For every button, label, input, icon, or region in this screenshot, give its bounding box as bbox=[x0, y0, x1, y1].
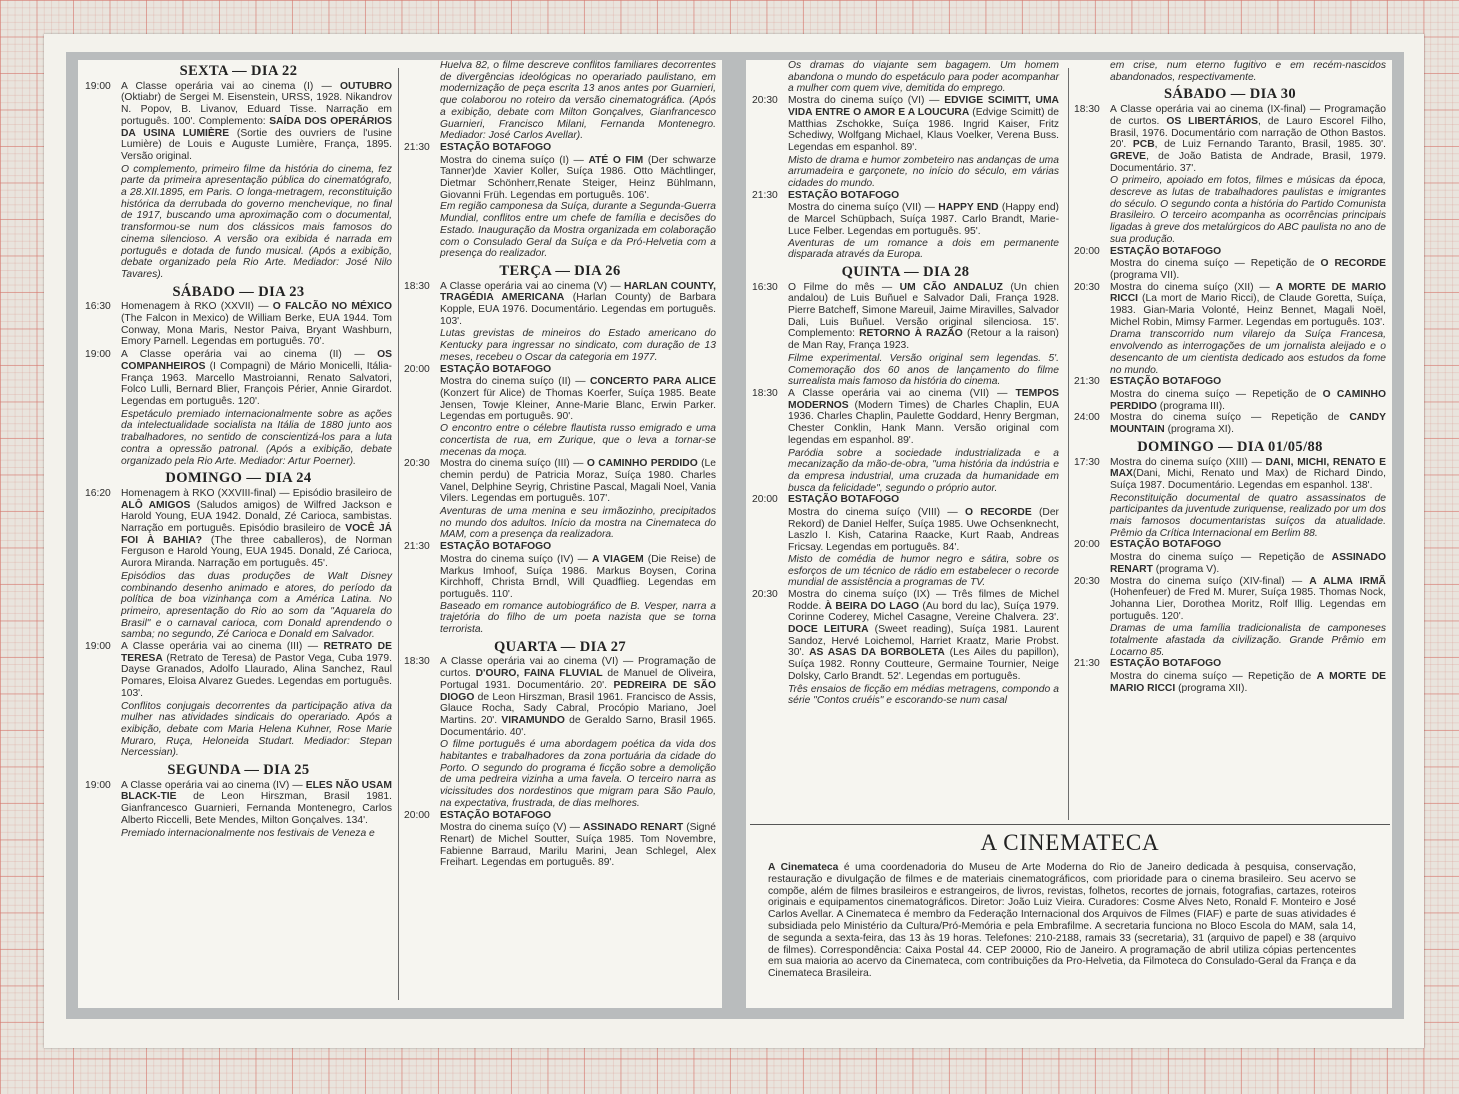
screening-time: 20:30 bbox=[752, 95, 778, 107]
film-title: ESTAÇÃO BOTAFOGO bbox=[440, 363, 552, 375]
screening-description bbox=[121, 488, 392, 570]
screening-time: 24:00 bbox=[1074, 412, 1100, 424]
entry-text: , de João Batista de Andrade, Brasil, 1979. Documentário. 37'. bbox=[1110, 150, 1386, 174]
entry-text: (The Falcon in Mexico) de William Berke, EUA 1944. Tom Conway, Mona Maris, Nestor Paiva, Bryant Washburn, Emory Parnell. Legendas em português. 70'. bbox=[121, 313, 392, 348]
screening-note: Misto de comédia de humor negro e sátira, sobre os esforços de um técnico de rádio em estabelecer o recorde mundial de assistência a programas de TV. bbox=[788, 553, 1059, 589]
film-title: EDVIGE SCIMITT, UMA VIDA ENTRE O AMOR E A LOUCURA bbox=[788, 95, 1059, 118]
screening-note: Huelva 82, o filme descreve conflitos familiares decorrentes de divergências ideológicas no operariado paulistano, em modernização de peça escrita 13 anos antes por Guarnieri, que colaborou no roteiro da versão cinematográfica. (Após a exibição, debate com Milton Gonçalves, Gianfrancesco Guarnieri, Francisco Milani, Fernanda Montenegro. Mediador: José Carlos Avellar). bbox=[440, 60, 716, 142]
entry-text: Mostra do cinema suíço (V) — bbox=[440, 822, 583, 834]
screening-entry bbox=[404, 656, 716, 738]
entry-text: Mostra do cinema suíço (VIII) — bbox=[788, 507, 965, 519]
screening-time: 19:00 bbox=[85, 80, 111, 92]
film-title: ESTAÇÃO BOTAFOGO bbox=[1110, 539, 1222, 551]
screening-entry bbox=[752, 494, 1059, 506]
entry-text: (Signé Renart) de Michel Soutter, Suíça 1985. Tom Novembre, Fabienne Barraud, Marilu Marini, Jean Schlegel, Alex Freihart. Legendas em português. 89'. bbox=[440, 822, 716, 869]
film-title: OS COMPANHEIROS bbox=[121, 349, 392, 372]
entry-text: (Edvige Scimitt) de Matthias Zschokke, Suíça 1986. Ingrid Kaiser, Fritz Schediwy, Wolfgang Michael, Klaus Voelker, Verena Buss. Legendas em espanhol. 89'. bbox=[788, 106, 1059, 153]
screening-description bbox=[121, 349, 392, 408]
screening-description bbox=[1110, 246, 1386, 258]
entry-text: de Leon Hirszman, Brasil 1961. Francisco de Assis, Glauce Rocha, Sady Cabral, Procópio Mariano, Joel Martins. 20'. bbox=[440, 691, 716, 726]
film-title: ESTAÇÃO BOTAFOGO bbox=[788, 494, 900, 506]
section-rule bbox=[750, 824, 1390, 825]
screening-description bbox=[440, 281, 716, 328]
entry-text: Mostra do cinema suíço — Repetição de bbox=[1110, 388, 1323, 400]
entry-text: (Sweet reading), Suíça 1981. Laurent Sandoz, Hervé Loichemol, Harriet Kraatz, Marie Probst. 30'. bbox=[788, 624, 1060, 659]
screening-note: Dramas de uma família tradicionalista de camponeses totalmente afastada da civilização. Grande Prêmio em Locarno 85. bbox=[1110, 623, 1386, 658]
entry-text: de Geraldo Sarno, Brasil 1965. Documentário. 40'. bbox=[440, 714, 716, 738]
entry-text: A Classe operária vai ao cinema (VI) — Programação de curtos. bbox=[440, 656, 716, 680]
cinemateca-text bbox=[768, 862, 1356, 980]
film-title: TEMPOS MODERNOS bbox=[788, 387, 1059, 411]
screening-time: 18:30 bbox=[752, 387, 778, 399]
day-heading: SÁBADO — DIA 30 bbox=[1163, 86, 1297, 103]
film-title: VOCÊ JÁ FOI À BAHIA? bbox=[121, 523, 392, 546]
film-title: GREVE bbox=[1110, 150, 1147, 162]
film-title: A MORTE DE MARIO RICCI bbox=[1110, 671, 1386, 694]
screening-entry bbox=[85, 641, 392, 700]
film-title: ALÔ AMIGOS bbox=[121, 499, 191, 511]
film-title: AS ASAS DA BORBOLETA bbox=[809, 647, 945, 659]
screening-entry bbox=[404, 364, 716, 376]
screening-entry bbox=[1074, 246, 1386, 258]
entry-text: (Les Ailes du papillon), Suíça 1982. Ronny Coutteure, Germaine Tournier, Neige Dolsky, Carlo Brandt. 52'. Legendas em português. bbox=[788, 647, 1059, 682]
day-heading: TERÇA — DIA 26 bbox=[499, 262, 621, 279]
film-title: O CAMINHO PERDIDO bbox=[1110, 388, 1387, 412]
entry-text: , de Luiz Fernando Taranto, Brasil, 1985. 30'. bbox=[1154, 139, 1386, 151]
screening-time: 17:30 bbox=[1074, 456, 1100, 468]
screening-description bbox=[788, 589, 1059, 683]
day-heading: DOMINGO — DIA 01/05/88 bbox=[1137, 438, 1323, 455]
entry-text: (Le chemin perdu) de Patricia Moraz, Suíça 1980. Charles Vanel, Delphine Seyrig, Christine Pascal, Magali Noel, Vania Vilers. Legendas em português. 107'. bbox=[440, 458, 716, 505]
screening-time: 21:30 bbox=[404, 141, 430, 153]
film-title: O RECORDE bbox=[1320, 258, 1386, 270]
screening-time: 16:30 bbox=[752, 281, 778, 293]
entry-text: A Classe operária vai ao cinema (IX-final) — Programação de curtos. bbox=[1110, 104, 1386, 127]
film-title: ESTAÇÃO BOTAFOGO bbox=[440, 541, 552, 553]
screening-description bbox=[1110, 412, 1386, 435]
screening-entry bbox=[404, 142, 716, 154]
entry-text: A Classe operária vai ao cinema (VII) — bbox=[788, 387, 1016, 399]
entry-text: Mostra do cinema suíço (II) — bbox=[440, 376, 590, 388]
entry-text: Mostra do cinema suíço (I) — bbox=[440, 154, 589, 166]
film-title: RETRATO DE TERESA bbox=[121, 641, 392, 664]
screening-entry bbox=[1074, 376, 1386, 388]
screening-note: Conflitos conjugais decorrentes da participação ativa da mulher nas atividades sindicais do operariado. Após a exibição, debate com Maria Helena Kuhner, Rose Marie Muraro, Ruça, Heloneida Studart. Mediador: Stepan Nercessian). bbox=[121, 700, 392, 759]
screening-description bbox=[121, 641, 392, 700]
entry-text: Mostra do cinema suíço (IV) — bbox=[440, 553, 592, 565]
entry-text: (Retrato de Teresa) de Pastor Vega, Cuba 1979. Dayse Granados, Adolfo Llaurado, Alina Sanchez, Raul Pomares, Eloisa Alvarez Guedes. Legendas em português. 103'. bbox=[121, 652, 392, 699]
left-page bbox=[78, 60, 722, 1008]
screening-description bbox=[788, 190, 1059, 202]
day-heading: QUINTA — DIA 28 bbox=[841, 263, 970, 280]
screening-description bbox=[1110, 282, 1386, 329]
entry-text: (programa VII). bbox=[1110, 269, 1180, 281]
screening-entry bbox=[85, 301, 392, 348]
day-heading: DOMINGO — DIA 24 bbox=[165, 470, 312, 487]
entry-text: (Konzert für Alice) de Thomas Koerfer, Suíça 1985. Beate Jensen, Towje Kleiner, Anne-Marie Blanc, Erwin Parker. Legendas em português. 90'. bbox=[440, 387, 716, 423]
screening-description bbox=[440, 656, 716, 738]
film-title: RETORNO À RAZÃO bbox=[859, 328, 963, 340]
screening-description bbox=[404, 554, 716, 601]
screening-time: 21:30 bbox=[752, 189, 778, 201]
screening-description bbox=[1074, 552, 1386, 575]
entry-text: (Au bord du lac), Suíça 1979. Corinne Coderey, Michel Casagne, Vereine Chalvera. 23'. bbox=[788, 600, 1059, 624]
entry-text: Homenagem à RKO (XXVIII-final) — Episódio brasileiro de bbox=[121, 487, 392, 499]
film-title: VIRAMUNDO bbox=[501, 714, 565, 726]
screening-note: O filme português é uma abordagem poética da vida dos habitantes e trabalhadores da zona portuária da cidade do Porto. O segundo do programa é ficção sobre a demolição de uma pedreira vizinha a uma favela. O terceiro narra as vicissitudes dos nordestinos que migram para São Paulo, na expectativa, frustrada, de dias melhores. bbox=[440, 739, 716, 809]
entry-text: Mostra do cinema suíço — Repetição de bbox=[1110, 671, 1317, 683]
screening-entry bbox=[85, 81, 392, 163]
screening-time: 21:30 bbox=[1074, 658, 1100, 670]
entry-text: A Classe operária vai ao cinema (IV) — bbox=[121, 779, 306, 791]
screening-entry bbox=[1074, 658, 1386, 670]
day-heading: SEGUNDA — DIA 25 bbox=[167, 762, 310, 779]
screening-description bbox=[121, 301, 392, 348]
screening-time: 20:00 bbox=[1074, 539, 1100, 551]
screening-description bbox=[121, 81, 392, 163]
film-title: A VIAGEM bbox=[591, 553, 644, 565]
film-title: ASSINADO RENART bbox=[1110, 552, 1386, 575]
screening-time: 18:30 bbox=[404, 656, 430, 668]
cinemateca-title: A CINEMATECA bbox=[980, 830, 1160, 855]
column-divider bbox=[1068, 68, 1069, 820]
screening-description bbox=[440, 458, 716, 505]
film-title: À BEIRA DO LAGO bbox=[824, 600, 920, 612]
screening-description bbox=[404, 376, 716, 423]
entry-text: Homenagem à RKO (XXVII) — bbox=[121, 301, 273, 313]
screening-time: 20:30 bbox=[404, 458, 430, 470]
screening-entry bbox=[404, 281, 716, 328]
entry-text: (programa XI). bbox=[1164, 424, 1234, 436]
entry-text: A Classe operária vai ao cinema (III) — bbox=[121, 641, 324, 653]
screening-description bbox=[1110, 576, 1386, 623]
film-title: A MORTE DE MARIO RICCI bbox=[1110, 281, 1386, 305]
film-title: ESTAÇÃO BOTAFOGO bbox=[440, 809, 552, 821]
screening-time: 19:00 bbox=[85, 349, 111, 361]
entry-text: Mostra do cinema suíço (IX) — Três filmes de Michel Rodde. bbox=[788, 588, 1059, 612]
film-title: ESTAÇÃO BOTAFOGO bbox=[788, 189, 900, 201]
screening-note: Filme experimental. Versão original sem legendas. 5'. Comemoração dos 60 anos de lançamento do filme surrealista mais famoso da história do cinema. bbox=[788, 352, 1059, 388]
film-title: D'OURO, FAINA FLUVIAL bbox=[475, 668, 603, 680]
screening-description bbox=[404, 822, 716, 869]
film-title: OS LIBERTÁRIOS bbox=[1166, 115, 1258, 127]
screening-note: Episódios das duas produções de Walt Disney combinando desenho animado e atores, do período da política de boa vizinhança com a América Latina. No primeiro, apresentação do Rio ao som da "Aquarela do Brasil" e o carnaval carioca, com Donald aprendendo o samba; no segundo, Zé Carioca e Donald em Salvador. bbox=[121, 570, 392, 641]
screening-note: Os dramas do viajante sem bagagem. Um homem abandona o mundo do espetáculo para poder acompanhar a mulher com quem vive, demitida do emprego. bbox=[788, 60, 1059, 95]
screening-note: Aventuras de uma menina e seu irmãozinho, precipitados no mundo dos adultos. Início da mostra na Cinemateca do MAM, com a presença da realizadora. bbox=[440, 506, 716, 541]
entry-text: (Hohenfeuer) de Fred M. Murer, Suíça 1985. Thomas Nock, Johanna Lier, Dorothea Moritz, Rolf Illig. Legendas em português. 120'. bbox=[1110, 587, 1386, 622]
entry-text: (Der Rekord) de Daniel Helfer, Suíça 1985. Uwe Ochsenknecht, Laszlo I. Kish, Catarina Raacke, Kurt Raab, Andreas Fricsay. Legendas em português. 84'. bbox=[788, 507, 1059, 554]
screening-description bbox=[440, 142, 716, 154]
screening-time: 19:00 bbox=[85, 779, 111, 791]
film-title: O FALCÃO NO MÉXICO bbox=[272, 301, 392, 313]
film-title: ATÉ O FIM bbox=[588, 154, 644, 166]
entry-text: (I Compagni) de Mário Monicelli, Itália-França 1963. Marcello Mastroianni, Renato Salvatori, Folco Lulli, Bernard Blier, François Périer, Annie Girardot. Legendas em português. 120'. bbox=[121, 360, 392, 407]
screening-description bbox=[788, 95, 1059, 154]
screening-description bbox=[1074, 389, 1386, 412]
right-page bbox=[746, 60, 1392, 1008]
entry-text: Mostra do cinema suíço — Repetição de bbox=[1110, 412, 1350, 424]
entry-text: (Sortie des ouvriers de l'usine Lumière) de Louis e Auguste Lumière, França, 1895. Versão original. bbox=[121, 127, 392, 162]
screening-description bbox=[1110, 376, 1386, 388]
screening-description bbox=[788, 388, 1059, 447]
screening-entry bbox=[1074, 539, 1386, 551]
entry-text: (Un chien andalou) de Luis Buñuel e Salvador Dali, França 1928. Pierre Batcheff, Simone Mareuil, Jaime Miravilles, Salvador Dali, Luis Buñuel. Versão original silenciosa. 15'. Complemento: bbox=[788, 281, 1059, 340]
screening-description bbox=[1110, 104, 1386, 174]
screening-entry bbox=[752, 95, 1059, 154]
film-title: ESTAÇÃO BOTAFOGO bbox=[1110, 658, 1222, 670]
screening-description bbox=[1110, 457, 1386, 492]
column-divider bbox=[398, 68, 399, 1000]
film-title: HARLAN COUNTY, TRAGÉDIA AMERICANA bbox=[440, 280, 716, 304]
column-2 bbox=[404, 60, 716, 869]
film-title: HAPPY END bbox=[938, 202, 999, 214]
screening-entry bbox=[1074, 282, 1386, 329]
screening-time: 18:30 bbox=[1074, 104, 1100, 116]
screening-time: 19:00 bbox=[85, 641, 111, 653]
screening-description bbox=[1110, 539, 1386, 551]
screening-entry bbox=[1074, 576, 1386, 623]
film-title: OUTUBRO bbox=[339, 80, 392, 92]
entry-text: Mostra do cinema suíço — Repetição de bbox=[1110, 552, 1332, 564]
film-title: DOCE LEITURA bbox=[788, 624, 869, 636]
screening-entry bbox=[404, 458, 716, 505]
screening-note: Baseado em romance autobiográfico de B. Vesper, narra a trajetória do filho de um poeta nazista que se torna terrorista. bbox=[440, 600, 716, 636]
film-title: PEDREIRA DE SÃO DIOGO bbox=[440, 679, 716, 703]
screening-time: 20:00 bbox=[404, 363, 430, 375]
film-title: CANDY MOUNTAIN bbox=[1110, 412, 1386, 436]
screening-note: Três ensaios de ficção em médias metragens, compondo a série "Contos cruéis" e escorando-se num casal bbox=[788, 683, 1059, 707]
entry-text: (The three caballeros), de Norman Ferguson e Harold Young, EUA 1945. Donald, Zé Carioca, Aurora Miranda. Narração em português. 45'. bbox=[121, 534, 393, 570]
entry-text: de Leon Hirszman, Brasil 1981. Gianfrancesco Guarnieri, Fernanda Montenegro, Carlos Alberto Riccelli, Bete Mendes, Milton Gonçalves. 134'. bbox=[121, 791, 392, 826]
screening-note: Espetáculo premiado internacionalmente sobre as ações da intelectualidade socialista na Itália de 1880 junto aos trabalhadores, no sentido de conscientizá-los para a luta contra a opressão patronal. (Após a exibição, debate organizado pela Rio Arte. Mediador: Artur Poerner). bbox=[121, 408, 392, 467]
entry-text: (Die Reise) de Markus Imhoof, Suíça 1986. Markus Boysen, Corina Kirchhoff, Christa Brndl, Will Quadflieg. Legendas em português. 110'. bbox=[440, 553, 716, 600]
entry-text: de Manuel de Oliveira, Portugal 1931. Documentário. 20'. bbox=[440, 668, 717, 691]
screening-time: 21:30 bbox=[1074, 376, 1100, 388]
screening-description bbox=[440, 810, 716, 822]
screening-note: Lutas grevistas de mineiros do Estado americano do Kentucky para ingressar no sindicato, com duração de 13 meses, recebeu o Oscar da categoria em 1977. bbox=[440, 328, 716, 363]
screening-time: 18:30 bbox=[404, 280, 430, 292]
entry-text: A Classe operária vai ao cinema (II) — bbox=[121, 349, 378, 361]
screening-note: Aventuras de um romance a dois em permanente disparada através da Europa. bbox=[788, 237, 1059, 261]
programme-sheet bbox=[44, 34, 1424, 1048]
screening-entry bbox=[1074, 104, 1386, 174]
entry-text: O Filme do mês — bbox=[788, 281, 900, 293]
screening-entry bbox=[752, 388, 1059, 447]
entry-text: (programa III). bbox=[1156, 400, 1226, 412]
screening-entry bbox=[85, 488, 392, 570]
film-title: SAÍDA DOS OPERÁRIOS DA USINA LUMIÈRE bbox=[121, 115, 392, 139]
screening-note: Drama transcorrido num vilarejo da Suíça Francesa, envolvendo as interrogações de um jornalista aleijado e o desencanto de um cientista dedicado aos estudos da fome no mundo. bbox=[1110, 329, 1386, 376]
screening-entry bbox=[85, 780, 392, 827]
entry-text: (Der schwarze Tanner)de Xavier Koller, Suíça 1986. Otto Mächtlinger, Dietmar Schönherr,Renate Steiger, Heinz Bühlmann, Giovanni Früh. Legendas em português. 106'. bbox=[440, 154, 716, 201]
entry-text: (Modern Times) de Charles Chaplin, EUA 1936. Charles Chaplin, Paulette Goddard, Henry Bergman, Chester Conklin, Hank Mann. Versão original com legendas em espanhol. 89'. bbox=[788, 399, 1059, 446]
screening-time: 20:30 bbox=[1074, 575, 1100, 587]
screening-entry bbox=[752, 190, 1059, 202]
screening-description bbox=[121, 780, 392, 827]
film-title: ESTAÇÃO BOTAFOGO bbox=[1110, 376, 1222, 388]
film-title: ESTAÇÃO BOTAFOGO bbox=[440, 141, 552, 153]
film-title: PCB bbox=[1132, 139, 1155, 151]
film-title: ASSINADO RENART bbox=[582, 822, 684, 834]
screening-description bbox=[1110, 658, 1386, 670]
day-heading: QUARTA — DIA 27 bbox=[493, 638, 627, 655]
entry-text: Mostra do cinema suíço (III) — bbox=[440, 458, 587, 470]
screening-note: O primeiro, apoiado em fotos, filmes e músicas da época, descreve as lutas de trabalhadores paulistas e imigrantes do século. O segundo conta a história do Partido Comunista Brasileiro. O terceiro acompanha as ocorrências principais ligadas à greve dos metalúrgicos do ABC paulista no ano de sua produção. bbox=[1110, 175, 1386, 245]
entry-text: (programa XII). bbox=[1175, 682, 1248, 694]
screening-entry bbox=[85, 349, 392, 408]
screening-time: 16:20 bbox=[85, 487, 111, 499]
screening-time: 21:30 bbox=[404, 541, 430, 553]
screening-entry bbox=[752, 282, 1059, 352]
screening-note: O encontro entre o célebre flautista russo emigrado e uma concertista de rua, em Zurique, que o leva a tornar-se mecenas da moça. bbox=[440, 423, 716, 458]
entry-text: Mostra do cinema suíço (XIV-final) — bbox=[1110, 575, 1310, 587]
entry-text: A Classe operária vai ao cinema (I) — bbox=[121, 80, 340, 92]
day-heading: SEXTA — DIA 22 bbox=[179, 63, 298, 79]
screening-note: Misto de drama e humor zombeteiro nas andanças de uma arrumadeira e garçonete, no início do século, em várias cidades do mundo. bbox=[788, 154, 1059, 190]
screening-entry bbox=[1074, 457, 1386, 492]
film-title: DANI, MICHI, RENATO E MAX bbox=[1110, 456, 1386, 480]
entry-text: Mostra do cinema suíço (XIII) — bbox=[1110, 456, 1266, 468]
entry-text: (Saludos amigos) de Wilfred Jackson e Harold Young, EUA 1942. Donald, Zé Carioca, sambistas. Narração em português. Episódio brasileiro de bbox=[121, 499, 392, 535]
column-1 bbox=[85, 60, 392, 839]
screening-description bbox=[788, 282, 1059, 352]
screening-description bbox=[404, 155, 716, 202]
film-title: CONCERTO PARA ALICE bbox=[589, 376, 716, 388]
screening-time: 20:00 bbox=[404, 809, 430, 821]
screening-note: Paródia sobre a sociedade industrializada e a mecanização da mão-de-obra, "uma história da indústria e da empresa industrial, uma cruzada da humanidade em busca da felicidade", segundo o próprio autor. bbox=[788, 447, 1059, 494]
entry-text: , de Lauro Escorel Filho, Brasil, 1976. Documentário com narração de Othon Bastos. 20'. bbox=[1110, 115, 1387, 151]
day-heading: SÁBADO — DIA 23 bbox=[172, 283, 305, 300]
screening-time: 20:00 bbox=[752, 494, 778, 506]
screening-time: 16:30 bbox=[85, 301, 111, 313]
cinemateca-body: é uma coordenadoria do Museu de Arte Moderna do Rio de Janeiro dedicada à pesquisa, conservação, restauração e divulgação de filmes e de materiais cinematográficos, com prioridade para o cinema brasileiro. Seu acervo se compõe, além de filmes brasileiros e estrangeiros, de livros, revistas, folhetos, recortes de jornais, fotografias, cartazes, roteiros originais e equipamentos cinematográficos. Diretor: João Luiz Vieira. Curadores: Cosme Alves Neto, Ronald F. Monteiro e José Carlos Avellar. A Cinemateca é membro da Federação Internacional dos Arquivos de Filmes (FIAF) e parte de suas atividades é subsidiada pelo Ministério da Cultura/Pró-Memória e pela Embrafilme. A secretaria funciona no Bloco Escola do MAM, sala 14, de segunda a sexta-feira, das 13 às 19 horas. Telefones: 210-2188, ramais 33 (secretaria), 31 (arquivo de papel) e 38 (arquivo de filmes). Correspondência: Caixa Postal 44. CEP 20000, Rio de Janeiro. A programação de abril utiliza cópias pertencentes em sua maioria ao acervo da Cinemateca, com contribuições da Pro-Helvetia, da Filmoteca do Consulado-Geral da França e da Cinemateca Brasileira. bbox=[768, 862, 1356, 980]
cinemateca-lead: A Cinemateca bbox=[768, 862, 839, 873]
entry-text: (Harlan County) de Barbara Kopple, EUA 1976. Documentário. Legendas em português. 103'. bbox=[440, 292, 716, 327]
screening-time: 20:30 bbox=[752, 588, 778, 600]
screening-description bbox=[752, 202, 1059, 237]
screening-entry bbox=[404, 541, 716, 553]
screening-note: Reconstituição documental de quatro assassinatos de participantes da juventude zuriquense, realizado por um dos mais famosos documentaristas suíços da atualidade. Prêmio da Crítica Internacional em Berlim 88. bbox=[1110, 492, 1386, 539]
column-4 bbox=[1074, 60, 1386, 695]
entry-text: (La mort de Mario Ricci), de Claude Goretta, Suíça, 1983. Gian-Maria Volonté, Heinz Bennet, Magali Noël, Michel Robin, Mimsy Farmer. Legendas em português. 103'. bbox=[1110, 293, 1386, 328]
film-title: UM CÃO ANDALUZ bbox=[899, 281, 1003, 293]
entry-text: Mostra do cinema suíço (VI) — bbox=[788, 95, 945, 107]
screening-entry bbox=[404, 810, 716, 822]
film-title: A ALMA IRMÃ bbox=[1309, 575, 1386, 587]
screening-note: Em região camponesa da Suíça, durante a Segunda-Guerra Mundial, conflitos entre um chefe de família e decisões do Estado. Inauguração da Mostra organizada em colaboração com o Consulado Geral da Suíça e da Pró-Helvetia com a presença do realizador. bbox=[440, 201, 716, 260]
entry-text: Mostra do cinema suíço — Repetição de bbox=[1110, 258, 1321, 270]
film-title: ESTAÇÃO BOTAFOGO bbox=[1110, 245, 1222, 257]
screening-note: Premiado internacionalmente nos festivais de Veneza e bbox=[121, 827, 375, 839]
entry-text: Mostra do cinema suíço (VII) — bbox=[788, 202, 939, 214]
column-3 bbox=[752, 60, 1059, 707]
film-title: O CAMINHO PERDIDO bbox=[586, 458, 698, 470]
entry-text: (Dani, Michi, Renato und Max) de Richard Dindo, Suíça 1987. Documentário. Legendas em espanhol. 138'. bbox=[1110, 468, 1386, 491]
screening-note: O complemento, primeiro filme da história do cinema, fez parte da primeira apresentação pública do cinematógrafo, a 28.XII.1895, em Paris. O longa-metragem, reconstituição histórica da derrubada do governo menchevique, no final de 1917, buscando uma aproximação com o documental, transformou-se num dos clássicos mais famosos do cinema silencioso. A versão ora exibida é narrada em português e dotada de fundo musical. (Após a exibição, debate organizado pela Rio Arte. Mediador: José Nilo Tavares). bbox=[121, 163, 392, 280]
screening-description bbox=[440, 364, 716, 376]
screening-description bbox=[1074, 671, 1386, 694]
screening-time: 20:00 bbox=[1074, 245, 1100, 257]
entry-text: (Happy end) de Marcel Schüpbach, Suíça 1987. Carlo Brandt, Marie-Luce Felber. Legendas em português. 95'. bbox=[788, 202, 1059, 237]
screening-description bbox=[1074, 258, 1386, 281]
entry-text: (Retour a la raison) de Man Ray, França 1923. bbox=[788, 328, 1059, 352]
entry-text: A Classe operária vai ao cinema (V) — bbox=[440, 280, 624, 292]
screening-entry bbox=[752, 589, 1059, 683]
screening-description bbox=[752, 507, 1059, 554]
screening-entry bbox=[1074, 412, 1386, 435]
screening-note: em crise, num eterno fugitivo e em recém-nascidos abandonados, respectivamente. bbox=[1110, 60, 1386, 83]
entry-text: (Oktiabr) de Sergei M. Eisenstein, URSS, 1928. Nikandrov N. Popov, B. Livanov, Eduard Tisse. Narração em português. 100'. Complemento: bbox=[121, 92, 392, 127]
film-title: ELES NÃO USAM BLACK-TIE bbox=[121, 779, 392, 803]
screening-description bbox=[788, 494, 1059, 506]
entry-text: (programa V). bbox=[1152, 563, 1220, 575]
film-title: O RECORDE bbox=[964, 507, 1032, 519]
entry-text: Mostra do cinema suíço (XII) — bbox=[1110, 281, 1276, 293]
screening-description bbox=[440, 541, 716, 553]
screening-time: 20:30 bbox=[1074, 281, 1100, 293]
